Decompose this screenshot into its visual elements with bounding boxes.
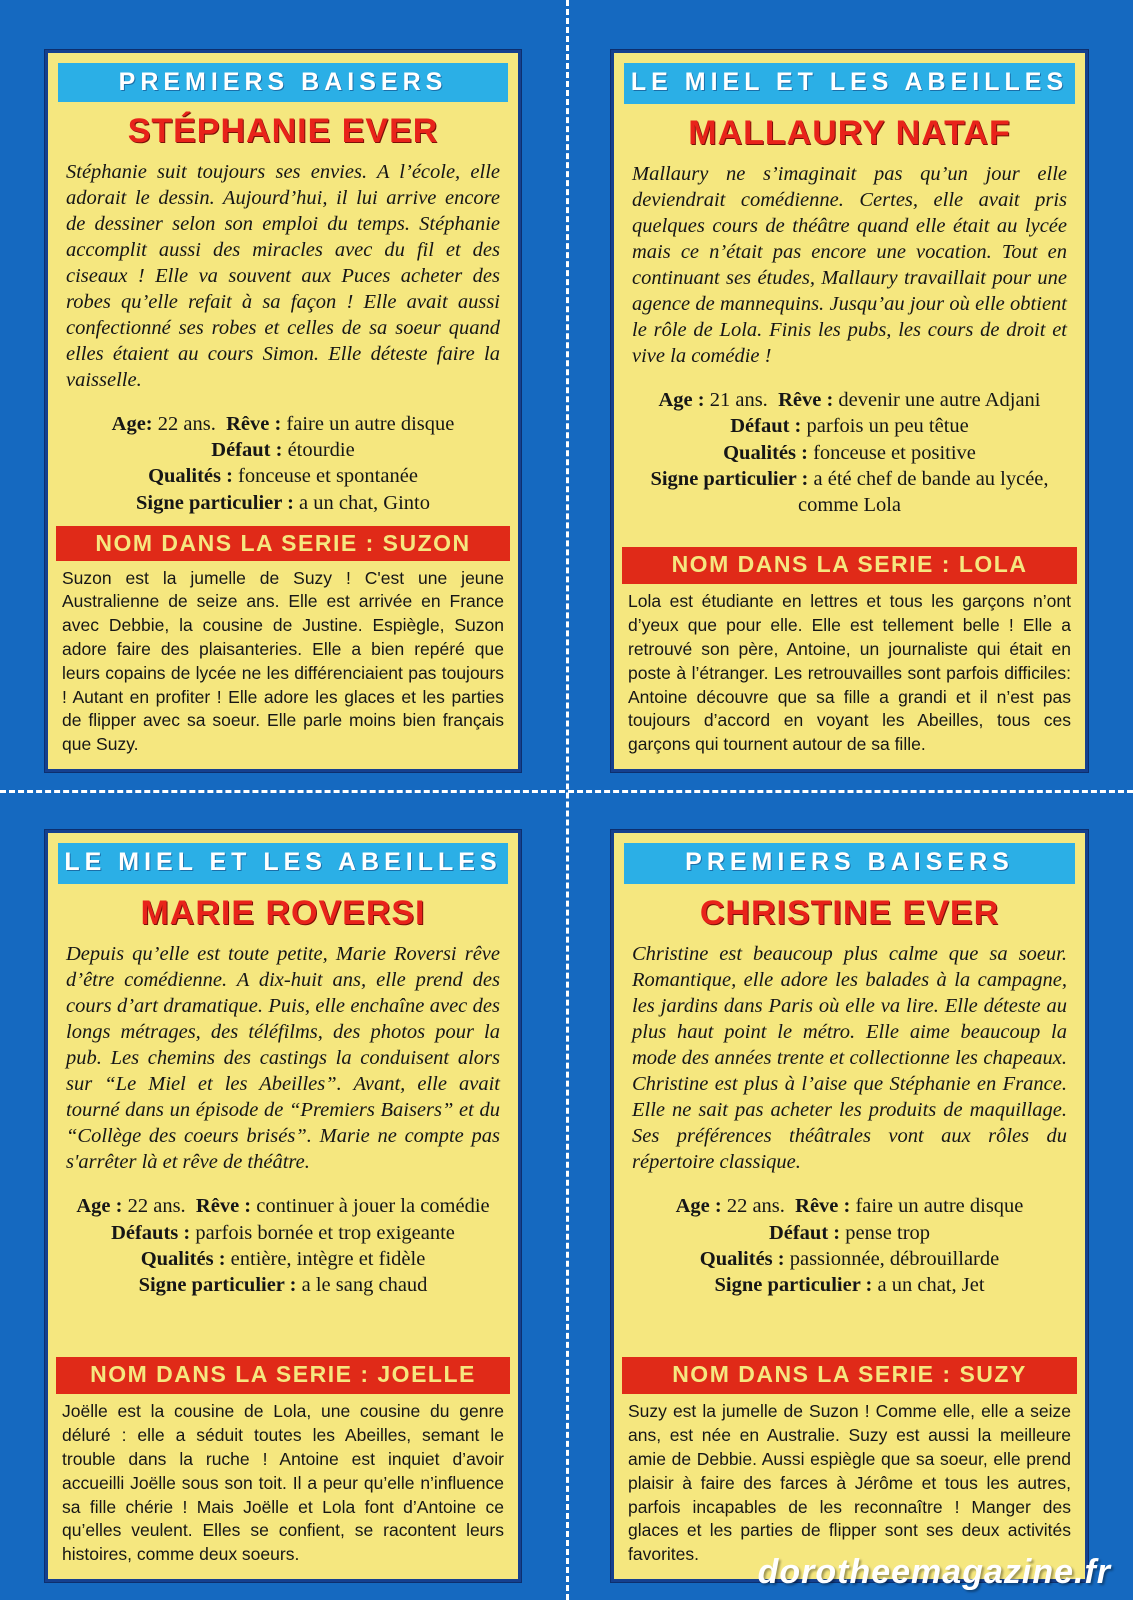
facts-list	[614, 1175, 1085, 1357]
fact-value: pense trop	[845, 1221, 931, 1244]
fact-value: a un chat, Ginto	[299, 491, 430, 514]
profile-card-marie-roversi	[45, 830, 521, 1582]
role-band: NOM DANS LA SERIE : SUZON	[56, 526, 510, 561]
card-cell	[0, 790, 566, 1600]
biography-text: Mallaury ne s’imaginait pas qu’un jour elle deviendrait comédienne. Certes, elle avait pris quelques cours de théâtre quand elle était au lycée mais ce n’était pas encore une vocation. Tout en continuant ses études, Mallaury travaillait pour une agence de mannequins. Jusqu’au jour où elle obtient le rôle de Lola. Finis les pubs, les cours de droit et vive la comédie !	[632, 163, 1067, 368]
fact-row	[62, 490, 504, 516]
fact-label: Qualités :	[148, 465, 233, 488]
fact-label: Rêve :	[778, 389, 834, 412]
fact-value: 22 ans.	[127, 1195, 186, 1218]
fact-value: étourdie	[287, 439, 355, 462]
star-name: CHRISTINE EVER	[699, 894, 1000, 932]
watermark: dorotheemagazine.fr	[757, 1553, 1111, 1591]
fact-row	[628, 440, 1071, 466]
fact-label: Défaut :	[730, 415, 802, 438]
biography-text: Stéphanie suit toujours ses envies. A l’école, elle adorait le dessin. Aujourd’hui, il lui arrive encore de dessiner selon son emploi du temps. Stéphanie accomplit aussi des miracles avec du fil et des ciseaux ! Elle va souvent aux Puces acheter des robes qu’elle refait à sa façon ! Elle avait aussi confectionné ses robes et celles de sa soeur quand elles étaient au cours Simon. Elle déteste faire la vaisselle.	[66, 160, 500, 391]
fact-row	[62, 437, 504, 463]
star-name: MALLAURY NATAF	[688, 114, 1011, 152]
role-band: NOM DANS LA SERIE : JOELLE	[56, 1357, 510, 1394]
series-title: LE MIEL ET LES ABEILLES	[58, 843, 508, 884]
fact-value: fonceuse et spontanée	[238, 465, 418, 488]
fact-label: Age :	[76, 1195, 123, 1218]
profile-card-mallaury-nataf	[611, 50, 1088, 772]
fact-row	[628, 387, 1071, 413]
fact-label: Défaut :	[768, 1221, 841, 1244]
fact-row	[628, 466, 1071, 518]
fact-value: faire un autre disque	[855, 1195, 1024, 1218]
fact-value: continuer à jouer la comédie	[256, 1195, 490, 1218]
series-title: PREMIERS BAISERS	[624, 843, 1075, 884]
fact-value: 22 ans.	[157, 412, 216, 435]
fact-row	[628, 1272, 1071, 1298]
fact-row	[628, 1220, 1071, 1246]
fact-label: Age :	[675, 1195, 722, 1218]
fact-row	[62, 1220, 504, 1246]
fact-label: Qualités :	[699, 1247, 785, 1270]
fact-value: a été chef de bande au lycée, comme Lola	[797, 467, 1049, 517]
fact-label: Age:	[111, 412, 153, 435]
role-description: Lola est étudiante en lettres et tous les garçons n’ont d’yeux que pour elle. Elle est tellement belle ! Elle a retrouvé son père, Antoine, un journaliste qui était en poste à l’étranger. Les retrouvailles sont parfois difficiles: Antoine découvre que sa fille a grandi et il n’est pas toujours d’accord en voyant les Abeilles, tous ces garçons qui tournent autour de sa fille.	[628, 591, 1071, 755]
fact-row	[62, 463, 504, 489]
fact-label: Rêve :	[195, 1195, 252, 1218]
fact-value: 21 ans.	[709, 389, 768, 412]
fact-label: Défauts :	[111, 1221, 191, 1244]
fact-label: Qualités :	[140, 1247, 226, 1270]
facts-list	[48, 1175, 518, 1357]
card-cell	[566, 790, 1133, 1600]
biography-text: Christine est beaucoup plus calme que sa soeur. Romantique, elle adore les balades à la campagne, les jardins dans Paris où elle va lire. Elle déteste au plus haut point le métro. Elle aime beaucoup la mode des années trente et collectionne les chapeaux. Christine est plus à l’aise que Stéphanie en France. Elle ne sait pas acheter les produits de maquillage. Ses préférences théâtrales vont aux rôles du répertoire classique.	[632, 943, 1067, 1174]
fact-value: parfois un peu têtue	[806, 415, 969, 438]
fact-value: passionnée, débrouillarde	[789, 1247, 1000, 1270]
fact-row	[62, 1272, 504, 1298]
role-description: Suzon est la jumelle de Suzy ! C'est une jeune Australienne de seize ans. Elle est arrivée en France avec Debbie, la cousine de Justine. Espiègle, Suzon adore faire des plaisanteries. Elle a bien repéré que leurs copains de lycée ne les différenciaient pas toujours ! Autant en profiter ! Elle adore les glaces et les parties de flipper avec sa soeur. Elle parle moins bien français que Suzy.	[62, 567, 504, 755]
fact-label: Défaut :	[211, 439, 283, 462]
series-title: PREMIERS BAISERS	[58, 63, 508, 102]
star-name: STÉPHANIE EVER	[127, 111, 439, 150]
fact-label: Qualités :	[723, 441, 808, 464]
fact-value: parfois bornée et trop exigeante	[195, 1221, 455, 1244]
role-band: NOM DANS LA SERIE : LOLA	[622, 547, 1077, 584]
fact-row	[62, 411, 504, 437]
profile-card-christine-ever	[611, 830, 1088, 1582]
fact-label: Signe particulier :	[136, 491, 294, 514]
card-cell	[0, 0, 566, 790]
fact-value: faire un autre disque	[286, 412, 455, 435]
fact-row	[628, 413, 1071, 439]
star-name: MARIE ROVERSI	[140, 894, 426, 932]
facts-list	[614, 369, 1085, 547]
fact-value: fonceuse et positive	[813, 441, 976, 464]
fact-value: a un chat, Jet	[877, 1273, 985, 1296]
role-description: Joëlle est la cousine de Lola, une cousine du genre déluré : elle a séduit toutes les Abeilles, semant le trouble dans la ruche ! Antoine est inquiet d’avoir accueilli Joëlle sous son toit. Il a peur qu’elle n’influence sa fille chérie ! Mais Joëlle et Lola font d’Antoine ce qu’elles veulent. Elles se confient, se racontent leurs histoires, comme deux soeurs.	[62, 1401, 504, 1565]
fact-value: a le sang chaud	[301, 1273, 428, 1296]
profile-card-stephanie-ever	[45, 50, 521, 772]
fact-label: Signe particulier :	[138, 1273, 297, 1296]
biography-text: Depuis qu’elle est toute petite, Marie Roversi rêve d’être comédienne. A dix-huit ans, elle prend des cours d’art dramatique. Puis, elle enchaîne avec des longs métrages, des téléfilms, des photos pour la pub. Les chemins des castings la conduisent alors sur “Le Miel et les Abeilles”. Avant, elle avait tourné dans un épisode de “Premiers Baisers” et du “Collège des coeurs brisés”. Marie ne compte pas s'arrêter là et rêve de théâtre.	[66, 943, 500, 1174]
fact-label: Rêve :	[795, 1195, 851, 1218]
role-description: Suzy est la jumelle de Suzon ! Comme elle, elle a seize ans, est née en Australie. Suzy est aussi la meilleure amie de Debbie. Aussi espiègle que sa soeur, elle prend plaisir à faire des farces à Jérôme et tous les autres, parfois incapables de les reconnaître ! Manger des glaces et les parties de flipper sont ses deux activités favorites.	[628, 1401, 1071, 1565]
fact-row	[628, 1246, 1071, 1272]
fact-value: devenir une autre Adjani	[838, 389, 1041, 412]
fact-row	[62, 1246, 504, 1272]
fact-label: Age :	[658, 389, 705, 412]
series-title: LE MIEL ET LES ABEILLES	[624, 63, 1075, 104]
fact-label: Rêve :	[226, 412, 282, 435]
card-cell	[566, 0, 1133, 790]
fact-label: Signe particulier :	[650, 467, 809, 490]
fact-value: entière, intègre et fidèle	[230, 1247, 426, 1270]
fact-row	[62, 1193, 504, 1219]
fact-label: Signe particulier :	[714, 1273, 873, 1296]
facts-list	[48, 393, 518, 526]
role-band: NOM DANS LA SERIE : SUZY	[622, 1357, 1077, 1394]
fact-row	[628, 1193, 1071, 1219]
fact-value: 22 ans.	[726, 1195, 785, 1218]
